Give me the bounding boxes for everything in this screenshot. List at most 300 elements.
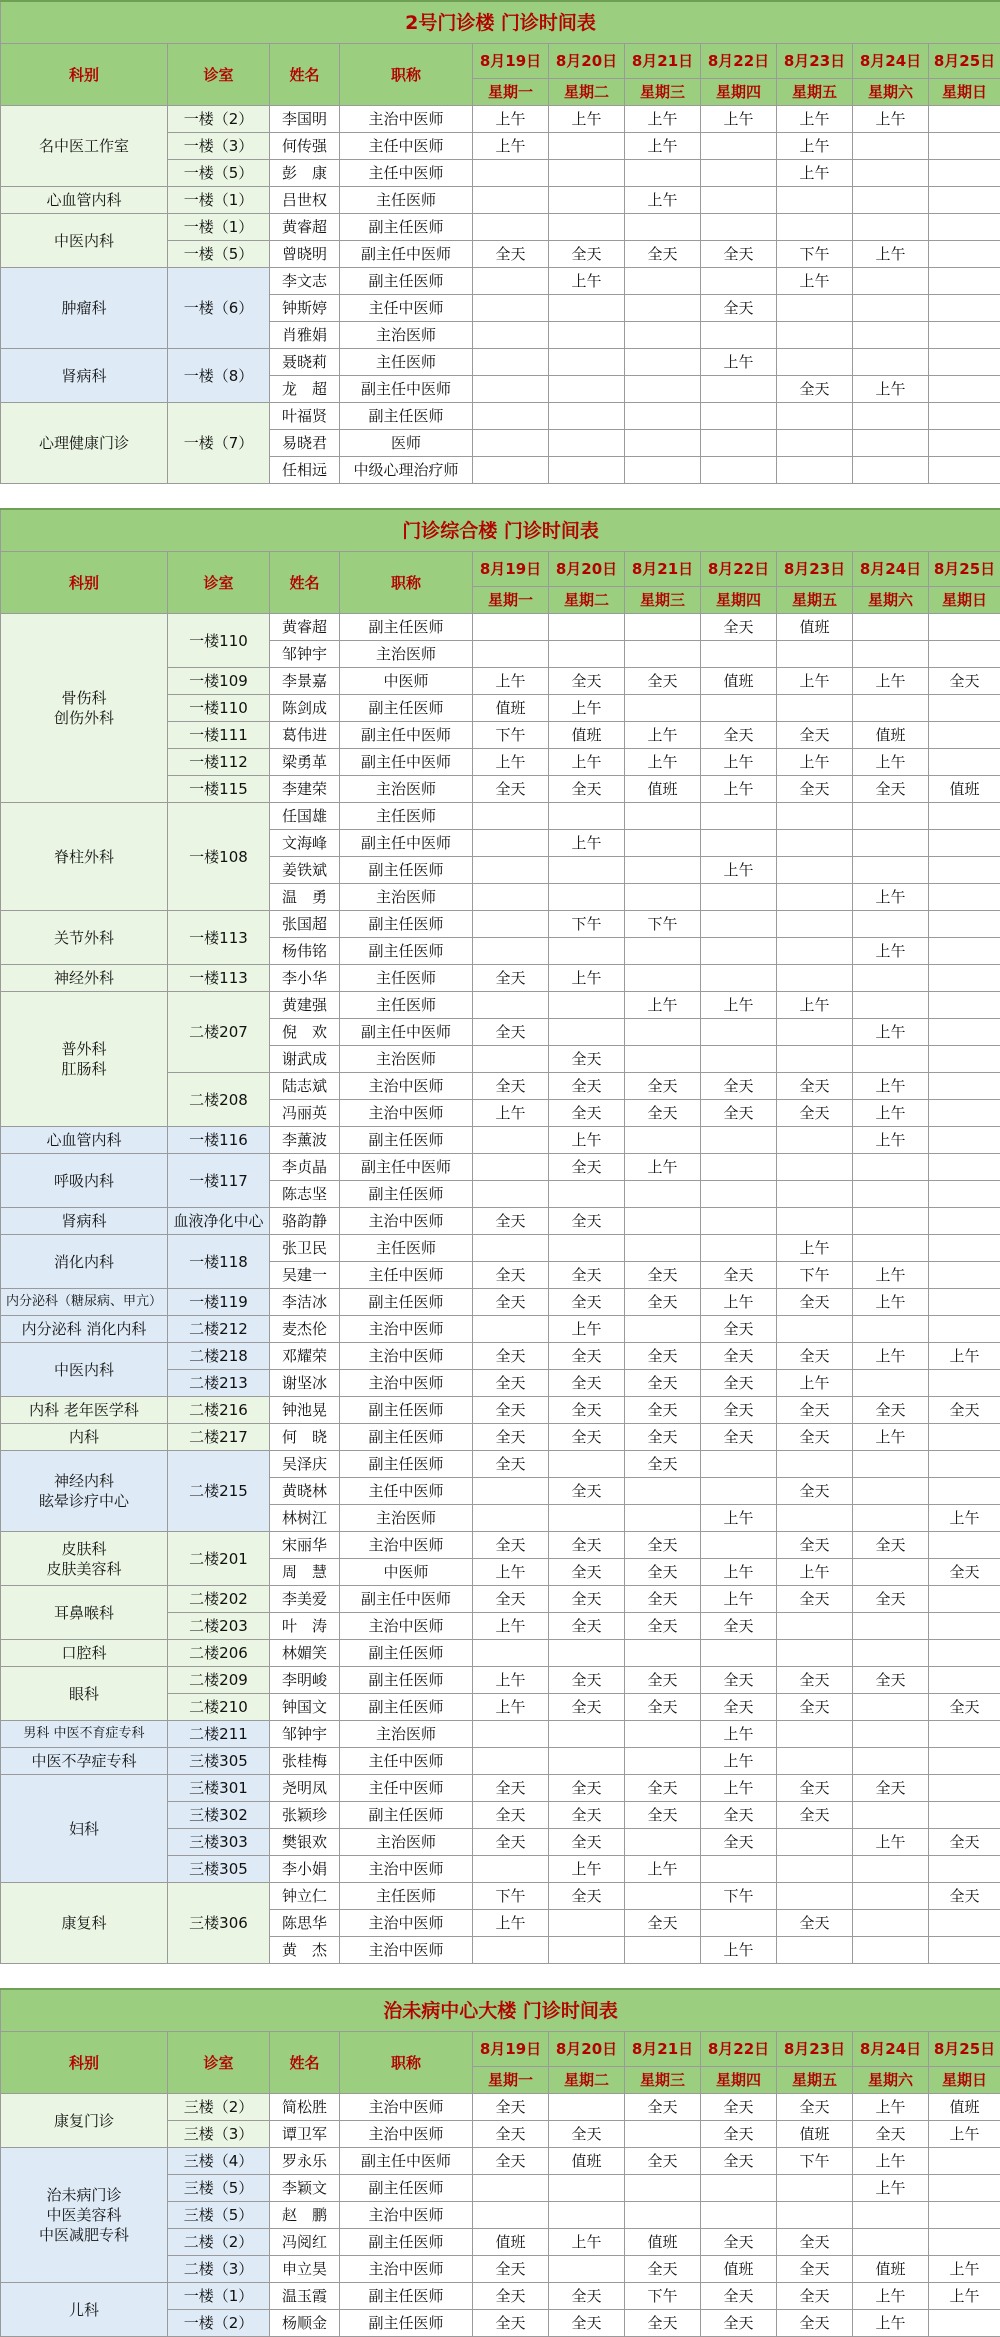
doctor-name: 骆韵静 bbox=[270, 1208, 340, 1235]
header-date: 8月21日 bbox=[625, 552, 701, 587]
schedule-cell bbox=[549, 2256, 625, 2283]
doctor-title: 主治医师 bbox=[340, 1046, 473, 1073]
schedule-cell bbox=[853, 2202, 929, 2229]
schedule-cell bbox=[549, 133, 625, 160]
schedule-cell: 上午 bbox=[701, 1721, 777, 1748]
doctor-title: 副主任中医师 bbox=[340, 376, 473, 403]
doctor-name: 李景嘉 bbox=[270, 668, 340, 695]
schedule-cell: 全天 bbox=[701, 1343, 777, 1370]
schedule-cell: 上午 bbox=[853, 1289, 929, 1316]
table-row bbox=[1, 1883, 1000, 1910]
schedule-cell: 上午 bbox=[853, 1019, 929, 1046]
doctor-name: 林树江 bbox=[270, 1505, 340, 1532]
schedule-cell: 全天 bbox=[549, 1802, 625, 1829]
doctor-name: 叶福贤 bbox=[270, 403, 340, 430]
schedule-cell: 全天 bbox=[701, 1397, 777, 1424]
table-row bbox=[1, 1127, 1000, 1154]
schedule-cell bbox=[549, 641, 625, 668]
schedule-cell: 全天 bbox=[777, 1802, 853, 1829]
doctor-name: 谢武成 bbox=[270, 1046, 340, 1073]
header-date: 8月20日 bbox=[549, 44, 625, 79]
department-cell: 眼科 bbox=[1, 1667, 168, 1721]
schedule-cell: 全天 bbox=[625, 241, 701, 268]
schedule-cell bbox=[625, 349, 701, 376]
room-cell: 三楼（3） bbox=[168, 2121, 270, 2148]
doctor-name: 钟立仁 bbox=[270, 1883, 340, 1910]
schedule-cell: 值班 bbox=[777, 614, 853, 641]
schedule-cell bbox=[929, 695, 1000, 722]
schedule-cell: 全天 bbox=[549, 1424, 625, 1451]
table-row bbox=[1, 1316, 1000, 1343]
schedule-cell: 全天 bbox=[549, 1073, 625, 1100]
doctor-title: 主任中医师 bbox=[340, 133, 473, 160]
schedule-cell: 全天 bbox=[625, 1802, 701, 1829]
doctor-title: 副主任医师 bbox=[340, 268, 473, 295]
schedule-cell: 下午 bbox=[777, 2148, 853, 2175]
schedule-cell bbox=[929, 187, 1000, 214]
schedule-cell: 上午 bbox=[701, 749, 777, 776]
schedule-cell: 上午 bbox=[853, 241, 929, 268]
schedule-cell: 全天 bbox=[929, 668, 1000, 695]
schedule-cell: 上午 bbox=[929, 2121, 1000, 2148]
room-cell: 二楼212 bbox=[168, 1316, 270, 1343]
schedule-cell: 上午 bbox=[853, 106, 929, 133]
schedule-cell: 全天 bbox=[549, 1532, 625, 1559]
doctor-title: 主任中医师 bbox=[340, 1748, 473, 1775]
header-name: 姓名 bbox=[270, 44, 340, 106]
schedule-cell bbox=[929, 1424, 1000, 1451]
room-cell: 一楼110 bbox=[168, 614, 270, 668]
schedule-cell: 全天 bbox=[853, 1775, 929, 1802]
room-cell: 二楼（3） bbox=[168, 2256, 270, 2283]
schedule-cell bbox=[929, 1910, 1000, 1937]
schedule-cell: 全天 bbox=[549, 1559, 625, 1586]
schedule-cell bbox=[853, 911, 929, 938]
schedule-cell: 值班 bbox=[853, 722, 929, 749]
schedule-cell: 全天 bbox=[777, 1532, 853, 1559]
department-cell: 神经内科 眩晕诊疗中心 bbox=[1, 1451, 168, 1532]
schedule-cell bbox=[853, 268, 929, 295]
room-cell: 一楼110 bbox=[168, 695, 270, 722]
schedule-cell bbox=[777, 1316, 853, 1343]
table-row bbox=[1, 1208, 1000, 1235]
doctor-title: 主治中医师 bbox=[340, 1910, 473, 1937]
schedule-cell: 全天 bbox=[853, 1532, 929, 1559]
schedule-cell bbox=[701, 160, 777, 187]
department-cell: 神经外科 bbox=[1, 965, 168, 992]
schedule-cell bbox=[929, 1316, 1000, 1343]
schedule-cell: 全天 bbox=[625, 2148, 701, 2175]
schedule-cell bbox=[473, 1640, 549, 1667]
schedule-cell bbox=[549, 884, 625, 911]
schedule-cell bbox=[777, 1451, 853, 1478]
schedule-cell: 全天 bbox=[549, 2310, 625, 2337]
schedule-cell bbox=[473, 430, 549, 457]
schedule-cell: 上午 bbox=[701, 1586, 777, 1613]
schedule-cell bbox=[701, 376, 777, 403]
doctor-title: 主治中医师 bbox=[340, 2256, 473, 2283]
schedule-cell bbox=[625, 295, 701, 322]
schedule-cell bbox=[929, 1019, 1000, 1046]
schedule-cell bbox=[625, 614, 701, 641]
schedule-cell: 全天 bbox=[853, 1586, 929, 1613]
schedule-cell: 全天 bbox=[625, 1424, 701, 1451]
doctor-name: 林媚笑 bbox=[270, 1640, 340, 1667]
schedule-cell bbox=[929, 160, 1000, 187]
schedule-cell bbox=[473, 1478, 549, 1505]
room-cell: 二楼207 bbox=[168, 992, 270, 1073]
schedule-cell bbox=[701, 1640, 777, 1667]
schedule-cell: 全天 bbox=[473, 1073, 549, 1100]
schedule-cell bbox=[701, 133, 777, 160]
schedule-cell: 上午 bbox=[777, 1370, 853, 1397]
schedule-cell: 上午 bbox=[853, 1829, 929, 1856]
room-cell: 一楼（2） bbox=[168, 106, 270, 133]
header-date: 8月22日 bbox=[701, 552, 777, 587]
schedule-cell: 全天 bbox=[473, 1343, 549, 1370]
schedule-cell bbox=[549, 803, 625, 830]
schedule-cell: 全天 bbox=[473, 2121, 549, 2148]
room-cell: 二楼201 bbox=[168, 1532, 270, 1586]
doctor-name: 吴建一 bbox=[270, 1262, 340, 1289]
schedule-cell bbox=[853, 1640, 929, 1667]
doctor-name: 黄晓林 bbox=[270, 1478, 340, 1505]
section-spacer bbox=[1, 1964, 1000, 1990]
schedule-cell: 全天 bbox=[473, 1775, 549, 1802]
doctor-name: 黄睿超 bbox=[270, 614, 340, 641]
schedule-cell bbox=[625, 1316, 701, 1343]
schedule-cell bbox=[625, 1721, 701, 1748]
schedule-cell bbox=[929, 803, 1000, 830]
doctor-title: 主治医师 bbox=[340, 1721, 473, 1748]
header-date: 8月25日 bbox=[929, 44, 1000, 79]
schedule-cell bbox=[701, 641, 777, 668]
schedule-cell bbox=[929, 2229, 1000, 2256]
schedule-cell bbox=[929, 1208, 1000, 1235]
header-weekday: 星期六 bbox=[853, 79, 929, 106]
schedule-cell: 全天 bbox=[777, 1424, 853, 1451]
doctor-title: 主治中医师 bbox=[340, 1937, 473, 1964]
doctor-name: 李小华 bbox=[270, 965, 340, 992]
schedule-cell bbox=[929, 1721, 1000, 1748]
schedule-cell: 全天 bbox=[777, 1910, 853, 1937]
schedule-cell: 全天 bbox=[625, 2310, 701, 2337]
schedule-cell: 全天 bbox=[777, 1343, 853, 1370]
doctor-name: 张颖珍 bbox=[270, 1802, 340, 1829]
schedule-cell bbox=[473, 1505, 549, 1532]
schedule-cell bbox=[929, 241, 1000, 268]
doctor-name: 钟池晃 bbox=[270, 1397, 340, 1424]
schedule-cell: 上午 bbox=[625, 722, 701, 749]
doctor-title: 主治中医师 bbox=[340, 2202, 473, 2229]
schedule-cell bbox=[701, 1181, 777, 1208]
schedule-cell: 上午 bbox=[701, 1937, 777, 1964]
header-date: 8月19日 bbox=[473, 552, 549, 587]
schedule-cell: 值班 bbox=[853, 2256, 929, 2283]
schedule-cell: 上午 bbox=[853, 749, 929, 776]
schedule-cell bbox=[929, 1613, 1000, 1640]
schedule-cell bbox=[473, 1937, 549, 1964]
schedule-cell: 上午 bbox=[853, 668, 929, 695]
header-row bbox=[1, 44, 1000, 79]
schedule-cell bbox=[549, 160, 625, 187]
table-row bbox=[1, 214, 1000, 241]
schedule-cell bbox=[625, 322, 701, 349]
schedule-cell: 上午 bbox=[473, 749, 549, 776]
schedule-cell bbox=[853, 1613, 929, 1640]
table-row bbox=[1, 2148, 1000, 2175]
doctor-title: 副主任医师 bbox=[340, 2229, 473, 2256]
doctor-title: 副主任医师 bbox=[340, 1640, 473, 1667]
doctor-title: 主治中医师 bbox=[340, 1856, 473, 1883]
doctor-name: 倪 欢 bbox=[270, 1019, 340, 1046]
table-row bbox=[1, 1640, 1000, 1667]
header-date: 8月20日 bbox=[549, 552, 625, 587]
schedule-cell: 上午 bbox=[701, 1748, 777, 1775]
schedule-cell: 全天 bbox=[701, 295, 777, 322]
schedule-cell bbox=[625, 160, 701, 187]
table-row bbox=[1, 1235, 1000, 1262]
doctor-name: 赵 鹏 bbox=[270, 2202, 340, 2229]
schedule-cell: 全天 bbox=[625, 1397, 701, 1424]
schedule-cell bbox=[929, 1937, 1000, 1964]
doctor-title: 中医师 bbox=[340, 1559, 473, 1586]
schedule-cell bbox=[777, 1208, 853, 1235]
schedule-body bbox=[1, 1, 1000, 2337]
schedule-cell: 全天 bbox=[701, 1073, 777, 1100]
header-weekday: 星期日 bbox=[929, 79, 1000, 106]
schedule-cell: 上午 bbox=[549, 268, 625, 295]
doctor-title: 主任医师 bbox=[340, 965, 473, 992]
schedule-cell: 全天 bbox=[853, 1667, 929, 1694]
schedule-cell: 上午 bbox=[777, 106, 853, 133]
schedule-cell: 全天 bbox=[701, 2229, 777, 2256]
doctor-title: 副主任医师 bbox=[340, 2283, 473, 2310]
schedule-cell bbox=[625, 830, 701, 857]
doctor-title: 主治医师 bbox=[340, 322, 473, 349]
schedule-cell bbox=[777, 884, 853, 911]
schedule-cell bbox=[929, 1370, 1000, 1397]
schedule-cell: 全天 bbox=[473, 1802, 549, 1829]
doctor-title: 副主任医师 bbox=[340, 1667, 473, 1694]
schedule-cell bbox=[777, 1181, 853, 1208]
table-row bbox=[1, 268, 1000, 295]
schedule-cell bbox=[625, 1937, 701, 1964]
doctor-title: 副主任医师 bbox=[340, 1397, 473, 1424]
schedule-cell: 上午 bbox=[549, 965, 625, 992]
department-cell: 内分泌科（糖尿病、甲亢） bbox=[1, 1289, 168, 1316]
schedule-cell bbox=[777, 187, 853, 214]
header-weekday: 星期一 bbox=[473, 587, 549, 614]
doctor-title: 副主任医师 bbox=[340, 1127, 473, 1154]
schedule-cell: 下午 bbox=[625, 2283, 701, 2310]
schedule-cell: 全天 bbox=[549, 1100, 625, 1127]
schedule-cell bbox=[929, 106, 1000, 133]
schedule-cell bbox=[853, 1910, 929, 1937]
doctor-title: 副主任医师 bbox=[340, 214, 473, 241]
header-date: 8月24日 bbox=[853, 2032, 929, 2067]
doctor-title: 副主任中医师 bbox=[340, 830, 473, 857]
schedule-cell: 上午 bbox=[853, 376, 929, 403]
schedule-cell bbox=[549, 2202, 625, 2229]
doctor-name: 李薰波 bbox=[270, 1127, 340, 1154]
schedule-cell: 全天 bbox=[777, 2094, 853, 2121]
section-title-row bbox=[1, 509, 1000, 552]
schedule-cell bbox=[929, 965, 1000, 992]
schedule-cell bbox=[929, 1667, 1000, 1694]
table-row bbox=[1, 2094, 1000, 2121]
doctor-title: 副主任医师 bbox=[340, 857, 473, 884]
schedule-cell bbox=[549, 1910, 625, 1937]
schedule-cell bbox=[929, 295, 1000, 322]
header-date: 8月21日 bbox=[625, 2032, 701, 2067]
schedule-cell bbox=[473, 1748, 549, 1775]
schedule-cell bbox=[473, 403, 549, 430]
schedule-cell bbox=[625, 2202, 701, 2229]
doctor-name: 任相远 bbox=[270, 457, 340, 484]
header-date: 8月22日 bbox=[701, 2032, 777, 2067]
doctor-name: 易晓君 bbox=[270, 430, 340, 457]
table-row bbox=[1, 1343, 1000, 1370]
schedule-cell: 上午 bbox=[853, 938, 929, 965]
schedule-cell bbox=[701, 695, 777, 722]
schedule-cell: 上午 bbox=[853, 1127, 929, 1154]
schedule-cell bbox=[473, 1127, 549, 1154]
header-room: 诊室 bbox=[168, 552, 270, 614]
schedule-cell: 全天 bbox=[473, 1424, 549, 1451]
schedule-cell bbox=[777, 1640, 853, 1667]
department-cell: 肿瘤科 bbox=[1, 268, 168, 349]
doctor-title: 副主任医师 bbox=[340, 2175, 473, 2202]
doctor-name: 邹钟宇 bbox=[270, 1721, 340, 1748]
schedule-cell bbox=[777, 1154, 853, 1181]
schedule-cell: 上午 bbox=[929, 1505, 1000, 1532]
schedule-cell: 下午 bbox=[777, 1262, 853, 1289]
schedule-cell: 值班 bbox=[625, 2229, 701, 2256]
schedule-cell bbox=[777, 322, 853, 349]
schedule-cell: 全天 bbox=[625, 2256, 701, 2283]
doctor-title: 主任医师 bbox=[340, 992, 473, 1019]
schedule-cell bbox=[929, 1586, 1000, 1613]
schedule-cell: 全天 bbox=[701, 1829, 777, 1856]
schedule-cell bbox=[625, 695, 701, 722]
schedule-cell: 上午 bbox=[473, 1694, 549, 1721]
schedule-cell: 上午 bbox=[549, 695, 625, 722]
schedule-cell: 值班 bbox=[549, 2148, 625, 2175]
schedule-cell: 上午 bbox=[473, 1667, 549, 1694]
schedule-cell: 上午 bbox=[777, 749, 853, 776]
schedule-cell bbox=[929, 1748, 1000, 1775]
doctor-name: 张国超 bbox=[270, 911, 340, 938]
schedule-cell bbox=[929, 857, 1000, 884]
schedule-cell bbox=[701, 1532, 777, 1559]
schedule-cell: 全天 bbox=[473, 1397, 549, 1424]
schedule-cell: 下午 bbox=[625, 911, 701, 938]
header-weekday: 星期日 bbox=[929, 2067, 1000, 2094]
schedule-cell: 全天 bbox=[777, 1667, 853, 1694]
schedule-cell bbox=[929, 1856, 1000, 1883]
table-row bbox=[1, 911, 1000, 938]
schedule-cell bbox=[777, 911, 853, 938]
room-cell: 一楼（5） bbox=[168, 160, 270, 187]
room-cell: 三楼302 bbox=[168, 1802, 270, 1829]
schedule-cell: 全天 bbox=[777, 722, 853, 749]
schedule-cell: 全天 bbox=[701, 2094, 777, 2121]
schedule-cell bbox=[701, 430, 777, 457]
schedule-cell bbox=[777, 803, 853, 830]
department-cell: 妇科 bbox=[1, 1775, 168, 1883]
room-cell: 一楼（5） bbox=[168, 241, 270, 268]
schedule-cell: 全天 bbox=[701, 1262, 777, 1289]
schedule-cell: 上午 bbox=[549, 749, 625, 776]
header-weekday: 星期日 bbox=[929, 587, 1000, 614]
header-weekday: 星期四 bbox=[701, 587, 777, 614]
schedule-cell: 上午 bbox=[625, 1856, 701, 1883]
doctor-title: 主任医师 bbox=[340, 1235, 473, 1262]
table-row bbox=[1, 1721, 1000, 1748]
schedule-cell: 上午 bbox=[853, 1343, 929, 1370]
schedule-cell bbox=[473, 1316, 549, 1343]
doctor-name: 钟斯婷 bbox=[270, 295, 340, 322]
doctor-name: 樊银欢 bbox=[270, 1829, 340, 1856]
department-cell: 康复门诊 bbox=[1, 2094, 168, 2148]
room-cell: 三楼（2） bbox=[168, 2094, 270, 2121]
schedule-cell: 全天 bbox=[549, 1667, 625, 1694]
schedule-cell: 上午 bbox=[473, 1613, 549, 1640]
schedule-cell bbox=[549, 295, 625, 322]
department-cell: 内科 老年医学科 bbox=[1, 1397, 168, 1424]
schedule-cell: 全天 bbox=[701, 2121, 777, 2148]
room-cell: 三楼306 bbox=[168, 1883, 270, 1964]
header-dept: 科别 bbox=[1, 2032, 168, 2094]
department-cell: 口腔科 bbox=[1, 1640, 168, 1667]
schedule-cell bbox=[625, 1478, 701, 1505]
schedule-cell bbox=[549, 322, 625, 349]
schedule-cell: 上午 bbox=[701, 857, 777, 884]
section-title-row bbox=[1, 1, 1000, 44]
schedule-cell bbox=[853, 1235, 929, 1262]
doctor-title: 副主任中医师 bbox=[340, 1586, 473, 1613]
room-cell: 一楼116 bbox=[168, 1127, 270, 1154]
schedule-cell: 上午 bbox=[777, 1559, 853, 1586]
schedule-cell bbox=[473, 187, 549, 214]
schedule-cell bbox=[701, 214, 777, 241]
schedule-cell bbox=[701, 1478, 777, 1505]
doctor-name: 任国雄 bbox=[270, 803, 340, 830]
schedule-cell: 全天 bbox=[473, 965, 549, 992]
room-cell: 一楼（6） bbox=[168, 268, 270, 349]
schedule-cell bbox=[777, 965, 853, 992]
doctor-name: 钟国文 bbox=[270, 1694, 340, 1721]
schedule-cell: 全天 bbox=[625, 1262, 701, 1289]
schedule-cell: 全天 bbox=[625, 1586, 701, 1613]
department-cell: 康复科 bbox=[1, 1883, 168, 1964]
room-cell: 一楼113 bbox=[168, 911, 270, 965]
schedule-cell: 全天 bbox=[701, 2310, 777, 2337]
room-cell: 二楼211 bbox=[168, 1721, 270, 1748]
schedule-cell: 全天 bbox=[625, 1910, 701, 1937]
schedule-cell: 全天 bbox=[473, 2256, 549, 2283]
section-title: 2号门诊楼 门诊时间表 bbox=[1, 1, 1000, 44]
department-cell: 普外科 肛肠科 bbox=[1, 992, 168, 1127]
schedule-cell bbox=[853, 133, 929, 160]
schedule-cell bbox=[473, 1721, 549, 1748]
schedule-cell: 全天 bbox=[625, 1694, 701, 1721]
doctor-name: 曾晓明 bbox=[270, 241, 340, 268]
room-cell: 一楼112 bbox=[168, 749, 270, 776]
schedule-cell: 全天 bbox=[549, 1883, 625, 1910]
schedule-cell: 全天 bbox=[701, 614, 777, 641]
